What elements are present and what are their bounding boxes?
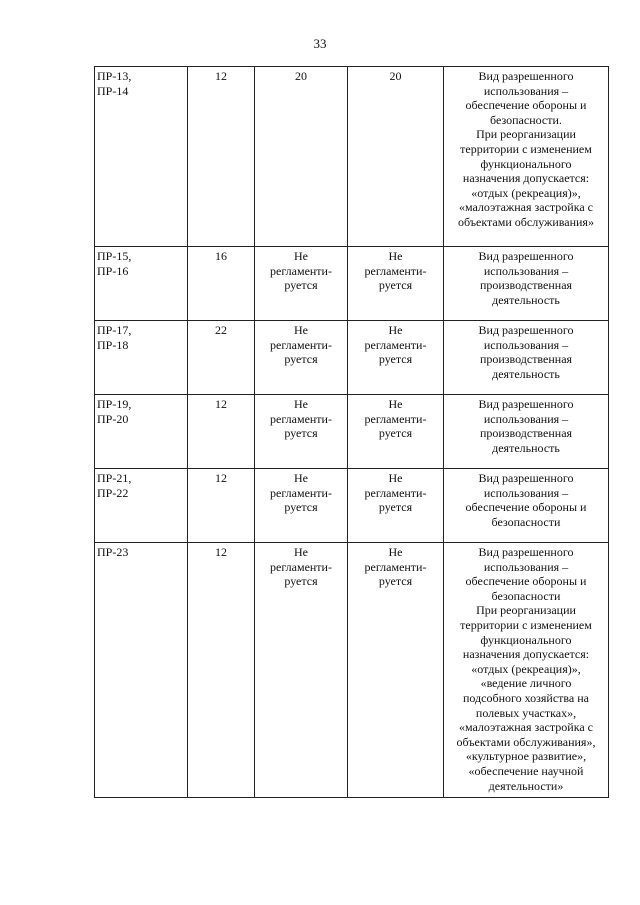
cell-text-line: 12: [215, 69, 227, 83]
cell-text-line: использования –: [483, 559, 569, 574]
cell-text-line: полевых участках»,: [475, 705, 577, 720]
parameter-a-cell: [255, 247, 348, 321]
description-cell: [444, 469, 609, 543]
cell-text-line: использования –: [483, 83, 569, 98]
value-cell: [188, 67, 255, 247]
parameter-b-cell: [348, 395, 444, 469]
cell-text-line: регламенти-: [364, 337, 427, 352]
table-row: [95, 395, 609, 469]
table-row: [95, 321, 609, 395]
value-cell: [188, 247, 255, 321]
parameter-b-cell: [348, 247, 444, 321]
cell-text-line: «отдых (рекреация)»,: [471, 661, 581, 676]
cell-text-line: Не: [388, 545, 403, 559]
cell-text-line: 12: [215, 545, 227, 559]
cell-text-line: объектами обслуживания»: [458, 214, 594, 229]
description-cell: [444, 395, 609, 469]
page-number: 33: [313, 36, 327, 51]
cell-text-line: деятельности»: [488, 778, 564, 793]
cell-text-line: «малоэтажная застройка с: [458, 720, 593, 735]
cell-text-line: Не: [294, 397, 308, 411]
cell-text-line: «ведение личного: [480, 676, 572, 691]
cell-text-line: руется: [284, 352, 318, 367]
cell-text-line: безопасности: [491, 588, 561, 603]
cell-text-line: регламенти-: [270, 263, 332, 278]
description-cell: [444, 67, 609, 247]
cell-text-line: использования –: [483, 337, 569, 352]
cell-text-line: производственная: [479, 352, 573, 367]
parameter-a-cell: [255, 543, 348, 798]
cell-text-line: обеспечение обороны и: [465, 500, 587, 515]
cell-text-line: функционального: [480, 156, 572, 171]
cell-text-line: ПР-22: [97, 485, 129, 500]
cell-text-line: ПР-15,: [97, 249, 132, 263]
zone-code-cell: [95, 543, 188, 798]
cell-text-line: руется: [378, 574, 413, 589]
zone-code-cell: [95, 67, 188, 247]
cell-text-line: обеспечение обороны и: [465, 574, 587, 589]
cell-text-line: регламенти-: [364, 485, 427, 500]
cell-text-line: руется: [378, 278, 413, 293]
cell-text-line: деятельность: [492, 292, 560, 307]
cell-text-line: подсобного хозяйства на: [462, 690, 590, 705]
cell-text-line: ПР-23: [97, 545, 129, 559]
cell-text-line: Не: [294, 323, 308, 337]
cell-text-line: Вид разрешенного: [478, 323, 574, 337]
zone-code-cell: [95, 321, 188, 395]
description-cell: [444, 247, 609, 321]
table-row: [95, 247, 609, 321]
cell-text-line: деятельность: [492, 440, 560, 455]
cell-text-line: безопасности.: [490, 112, 562, 127]
cell-text-line: 12: [215, 471, 227, 485]
cell-text-line: руется: [378, 500, 413, 515]
parameter-b-cell: [348, 67, 444, 247]
description-cell: [444, 321, 609, 395]
cell-text-line: ПР-14: [97, 83, 129, 98]
table-row: [95, 67, 609, 247]
cell-text-line: деятельность: [492, 366, 560, 381]
cell-text-line: 22: [215, 323, 227, 337]
cell-text-line: 12: [215, 397, 227, 411]
cell-text-line: 16: [215, 249, 227, 263]
cell-text-line: руется: [378, 426, 413, 441]
parameter-a-cell: [255, 321, 348, 395]
cell-text-line: Вид разрешенного: [478, 69, 574, 83]
cell-text-line: регламенти-: [270, 337, 332, 352]
zones-table: [94, 66, 609, 798]
cell-text-line: назначения допускается:: [462, 171, 590, 186]
cell-text-line: ПР-13,: [97, 69, 132, 83]
cell-text-line: объектами обслуживания»,: [456, 734, 596, 749]
cell-text-line: регламенти-: [364, 411, 427, 426]
cell-text-line: Не: [294, 471, 308, 485]
table-row: [95, 469, 609, 543]
value-cell: [188, 543, 255, 798]
description-cell: [444, 543, 609, 798]
cell-text-line: 20: [389, 69, 402, 83]
cell-text-line: Не: [388, 323, 403, 337]
cell-text-line: руется: [284, 426, 318, 441]
parameter-a-cell: [255, 395, 348, 469]
cell-text-line: Не: [294, 249, 308, 263]
cell-text-line: При реорганизации: [476, 127, 576, 142]
parameter-b-cell: [348, 469, 444, 543]
cell-text-line: использования –: [483, 485, 569, 500]
cell-text-line: регламенти-: [364, 263, 427, 278]
cell-text-line: 20: [295, 69, 307, 83]
cell-text-line: руется: [284, 500, 318, 515]
parameter-a-cell: [255, 469, 348, 543]
cell-text-line: территории с изменением: [460, 141, 592, 156]
cell-text-line: Не: [388, 249, 403, 263]
parameter-b-cell: [348, 321, 444, 395]
cell-text-line: Вид разрешенного: [478, 397, 574, 411]
cell-text-line: регламенти-: [270, 485, 332, 500]
cell-text-line: ПР-16: [97, 263, 129, 278]
value-cell: [188, 469, 255, 543]
cell-text-line: регламенти-: [270, 559, 332, 574]
cell-text-line: территории с изменением: [460, 617, 592, 632]
cell-text-line: «культурное развитие»,: [465, 749, 587, 764]
value-cell: [188, 395, 255, 469]
cell-text-line: При реорганизации: [476, 603, 576, 618]
cell-text-line: руется: [284, 574, 318, 589]
cell-text-line: использования –: [483, 411, 569, 426]
cell-text-line: «отдых (рекреация)»,: [471, 185, 581, 200]
zones-table-body: [95, 67, 609, 798]
cell-text-line: Не: [388, 471, 403, 485]
cell-text-line: руется: [284, 278, 318, 293]
cell-text-line: производственная: [479, 426, 573, 441]
cell-text-line: «малоэтажная застройка с: [458, 200, 593, 215]
cell-text-line: назначения допускается:: [462, 647, 590, 662]
cell-text-line: производственная: [479, 278, 573, 293]
cell-text-line: ПР-19,: [97, 397, 132, 411]
cell-text-line: ПР-17,: [97, 323, 132, 337]
cell-text-line: использования –: [483, 263, 569, 278]
cell-text-line: ПР-18: [97, 337, 129, 352]
value-cell: [188, 321, 255, 395]
cell-text-line: Вид разрешенного: [478, 471, 574, 485]
cell-text-line: регламенти-: [364, 559, 427, 574]
zone-code-cell: [95, 395, 188, 469]
cell-text-line: «обеспечение научной: [468, 763, 584, 778]
cell-text-line: Не: [294, 545, 308, 559]
cell-text-line: обеспечение обороны и: [465, 98, 587, 113]
cell-text-line: регламенти-: [270, 411, 332, 426]
cell-text-line: руется: [378, 352, 413, 367]
cell-text-line: функционального: [480, 632, 572, 647]
cell-text-line: безопасности: [491, 514, 561, 529]
zone-code-cell: [95, 469, 188, 543]
cell-text-line: ПР-20: [97, 411, 129, 426]
zone-code-cell: [95, 247, 188, 321]
cell-text-line: Не: [388, 397, 403, 411]
cell-text-line: ПР-21,: [97, 471, 132, 485]
table-row: [95, 543, 609, 798]
cell-text-line: Вид разрешенного: [478, 545, 574, 559]
parameter-b-cell: [348, 543, 444, 798]
parameter-a-cell: [255, 67, 348, 247]
cell-text-line: Вид разрешенного: [478, 249, 574, 263]
